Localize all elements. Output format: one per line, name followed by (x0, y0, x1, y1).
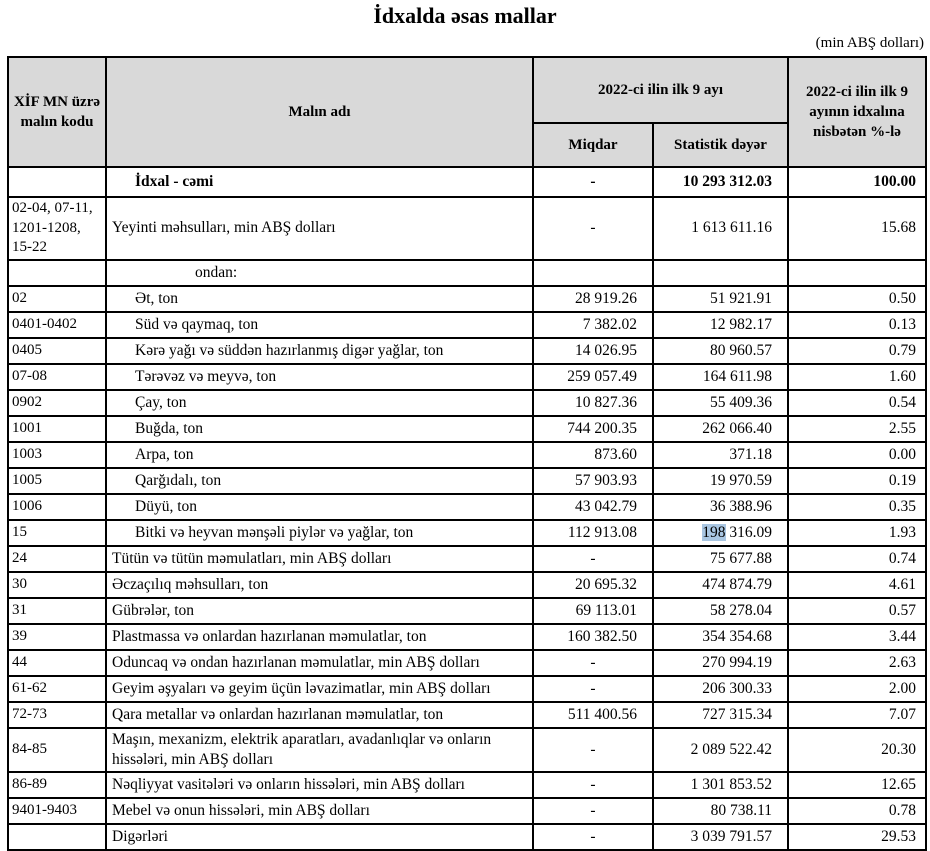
table-row (8, 702, 926, 728)
percent-cell: 0.79 (788, 338, 926, 364)
table-row (8, 494, 926, 520)
value-cell: 371.18 (653, 442, 788, 468)
value-cell: 36 388.96 (653, 494, 788, 520)
code-cell: 0401-0402 (8, 312, 106, 338)
percent-cell: 1.93 (788, 520, 926, 546)
quantity-cell: 112 913.08 (533, 520, 653, 546)
code-cell: 61-62 (8, 676, 106, 702)
table-header (8, 57, 926, 167)
table-row (8, 824, 926, 850)
table-row (8, 798, 926, 824)
name-cell: Buğda, ton (106, 416, 533, 442)
percent-cell: 3.44 (788, 624, 926, 650)
value-cell: 12 982.17 (653, 312, 788, 338)
table-row (8, 364, 926, 390)
column-header-quantity: Miqdar (533, 123, 653, 167)
quantity-cell: 43 042.79 (533, 494, 653, 520)
code-cell: 1001 (8, 416, 106, 442)
percent-cell: 0.74 (788, 546, 926, 572)
code-cell: 39 (8, 624, 106, 650)
name-cell: ondan: (106, 260, 533, 286)
quantity-cell: - (533, 772, 653, 798)
quantity-cell: 69 113.01 (533, 598, 653, 624)
column-header-share: 2022-ci ilin ilk 9 ayının idxalına nisbətən %-lə (788, 57, 926, 167)
code-cell (8, 260, 106, 286)
code-cell: 02-04, 07-11, 1201-1208, 15-22 (8, 197, 106, 260)
value-cell: 51 921.91 (653, 286, 788, 312)
quantity-cell: 28 919.26 (533, 286, 653, 312)
quantity-cell: 14 026.95 (533, 338, 653, 364)
code-cell: 72-73 (8, 702, 106, 728)
imports-table (7, 56, 927, 851)
quantity-cell: 160 382.50 (533, 624, 653, 650)
quantity-cell: 7 382.02 (533, 312, 653, 338)
name-cell: Əczaçılıq məhsulları, ton (106, 572, 533, 598)
percent-cell: 2.00 (788, 676, 926, 702)
table-row (8, 520, 926, 546)
page-title: İdxalda əsas mallar (373, 3, 557, 28)
value-cell: 80 738.11 (653, 798, 788, 824)
value-cell: 1 301 853.52 (653, 772, 788, 798)
code-cell (8, 824, 106, 850)
name-cell: Tərəvəz və meyvə, ton (106, 364, 533, 390)
quantity-cell: 10 827.36 (533, 390, 653, 416)
code-cell: 24 (8, 546, 106, 572)
quantity-cell: 57 903.93 (533, 468, 653, 494)
value-cell: 3 039 791.57 (653, 824, 788, 850)
table-row (8, 676, 926, 702)
table-row (8, 312, 926, 338)
name-cell: Mebel və onun hissələri, min ABŞ dolları (106, 798, 533, 824)
column-header-period: 2022-ci ilin ilk 9 ayı (533, 57, 788, 123)
percent-cell: 1.60 (788, 364, 926, 390)
percent-cell (788, 260, 926, 286)
table-row (8, 728, 926, 772)
code-cell: 84-85 (8, 728, 106, 772)
table-row (8, 572, 926, 598)
percent-cell: 0.00 (788, 442, 926, 468)
table-row (8, 416, 926, 442)
code-cell: 0902 (8, 390, 106, 416)
code-cell: 1006 (8, 494, 106, 520)
percent-cell: 0.19 (788, 468, 926, 494)
value-cell: 1 613 611.16 (653, 197, 788, 260)
name-cell: İdxal - cəmi (106, 167, 533, 197)
value-cell: 206 300.33 (653, 676, 788, 702)
column-header-name: Malın adı (106, 57, 533, 167)
table-row (8, 624, 926, 650)
percent-cell: 0.13 (788, 312, 926, 338)
quantity-cell: - (533, 650, 653, 676)
percent-cell: 2.55 (788, 416, 926, 442)
value-cell: 262 066.40 (653, 416, 788, 442)
name-cell: Kərə yağı və süddən hazırlanmış digər yağlar, ton (106, 338, 533, 364)
name-cell: Geyim əşyaları və geyim üçün ləvazimatlar, min ABŞ dolları (106, 676, 533, 702)
name-cell: Nəqliyyat vasitələri və onların hissələri, min ABŞ dolları (106, 772, 533, 798)
quantity-cell: 511 400.56 (533, 702, 653, 728)
table-row (8, 167, 926, 197)
table-row (8, 598, 926, 624)
quantity-cell: 259 057.49 (533, 364, 653, 390)
table-row (8, 286, 926, 312)
code-cell: 31 (8, 598, 106, 624)
name-cell: Süd və qaymaq, ton (106, 312, 533, 338)
quantity-cell: - (533, 824, 653, 850)
name-cell: Ət, ton (106, 286, 533, 312)
name-cell: Çay, ton (106, 390, 533, 416)
name-cell: Tütün və tütün məmulatları, min ABŞ dolları (106, 546, 533, 572)
percent-cell: 0.57 (788, 598, 926, 624)
table-body (8, 167, 926, 850)
code-cell: 30 (8, 572, 106, 598)
table-row (8, 390, 926, 416)
name-cell: Yeyinti məhsulları, min ABŞ dolları (106, 197, 533, 260)
value-cell: 55 409.36 (653, 390, 788, 416)
quantity-cell: 873.60 (533, 442, 653, 468)
name-cell: Arpa, ton (106, 442, 533, 468)
name-cell: Düyü, ton (106, 494, 533, 520)
table-row (8, 546, 926, 572)
percent-cell: 7.07 (788, 702, 926, 728)
column-header-value: Statistik dəyər (653, 123, 788, 167)
table-row (8, 442, 926, 468)
percent-cell: 0.54 (788, 390, 926, 416)
value-cell: 58 278.04 (653, 598, 788, 624)
value-cell: 474 874.79 (653, 572, 788, 598)
quantity-cell: - (533, 676, 653, 702)
table-row (8, 260, 926, 286)
value-cell (653, 260, 788, 286)
name-cell: Qara metallar və onlardan hazırlanan məmulatlar, ton (106, 702, 533, 728)
code-cell: 02 (8, 286, 106, 312)
column-header-code: XİF MN üzrə malın kodu (8, 57, 106, 167)
value-cell: 80 960.57 (653, 338, 788, 364)
name-cell: Oduncaq və ondan hazırlanan məmulatlar, min ABŞ dolları (106, 650, 533, 676)
selected-text: 198 (702, 523, 726, 541)
percent-cell: 4.61 (788, 572, 926, 598)
value-cell: 270 994.19 (653, 650, 788, 676)
quantity-cell: - (533, 728, 653, 772)
value-cell: 75 677.88 (653, 546, 788, 572)
quantity-cell: 744 200.35 (533, 416, 653, 442)
code-cell: 15 (8, 520, 106, 546)
percent-cell: 12.65 (788, 772, 926, 798)
value-cell: 10 293 312.03 (653, 167, 788, 197)
table-row (8, 650, 926, 676)
percent-cell: 0.78 (788, 798, 926, 824)
code-cell: 07-08 (8, 364, 106, 390)
table-row (8, 338, 926, 364)
percent-cell: 15.68 (788, 197, 926, 260)
code-cell: 44 (8, 650, 106, 676)
unit-note: (min ABŞ dolları) (815, 35, 924, 52)
name-cell: Gübrələr, ton (106, 598, 533, 624)
code-cell: 1003 (8, 442, 106, 468)
value-cell: 198 316.09 (653, 520, 788, 546)
value-cell: 354 354.68 (653, 624, 788, 650)
code-cell: 86-89 (8, 772, 106, 798)
quantity-cell: 20 695.32 (533, 572, 653, 598)
percent-cell: 29.53 (788, 824, 926, 850)
quantity-cell: - (533, 167, 653, 197)
percent-cell: 100.00 (788, 167, 926, 197)
name-cell: Digərləri (106, 824, 533, 850)
table-row (8, 772, 926, 798)
name-cell: Bitki və heyvan mənşəli piylər və yağlar, ton (106, 520, 533, 546)
name-cell: Qarğıdalı, ton (106, 468, 533, 494)
quantity-cell: - (533, 197, 653, 260)
quantity-cell (533, 260, 653, 286)
percent-cell: 0.50 (788, 286, 926, 312)
code-cell: 9401-9403 (8, 798, 106, 824)
table-row (8, 468, 926, 494)
value-cell: 164 611.98 (653, 364, 788, 390)
quantity-cell: - (533, 798, 653, 824)
percent-cell: 20.30 (788, 728, 926, 772)
name-cell: Plastmassa və onlardan hazırlanan məmulatlar, ton (106, 624, 533, 650)
code-cell (8, 167, 106, 197)
value-cell: 727 315.34 (653, 702, 788, 728)
name-cell: Maşın, mexanizm, elektrik aparatları, avadanlıqlar və onların hissələri, min ABŞ dolları (106, 728, 533, 772)
value-cell: 19 970.59 (653, 468, 788, 494)
table-row (8, 197, 926, 260)
quantity-cell: - (533, 546, 653, 572)
percent-cell: 0.35 (788, 494, 926, 520)
code-cell: 1005 (8, 468, 106, 494)
code-cell: 0405 (8, 338, 106, 364)
value-cell: 2 089 522.42 (653, 728, 788, 772)
percent-cell: 2.63 (788, 650, 926, 676)
